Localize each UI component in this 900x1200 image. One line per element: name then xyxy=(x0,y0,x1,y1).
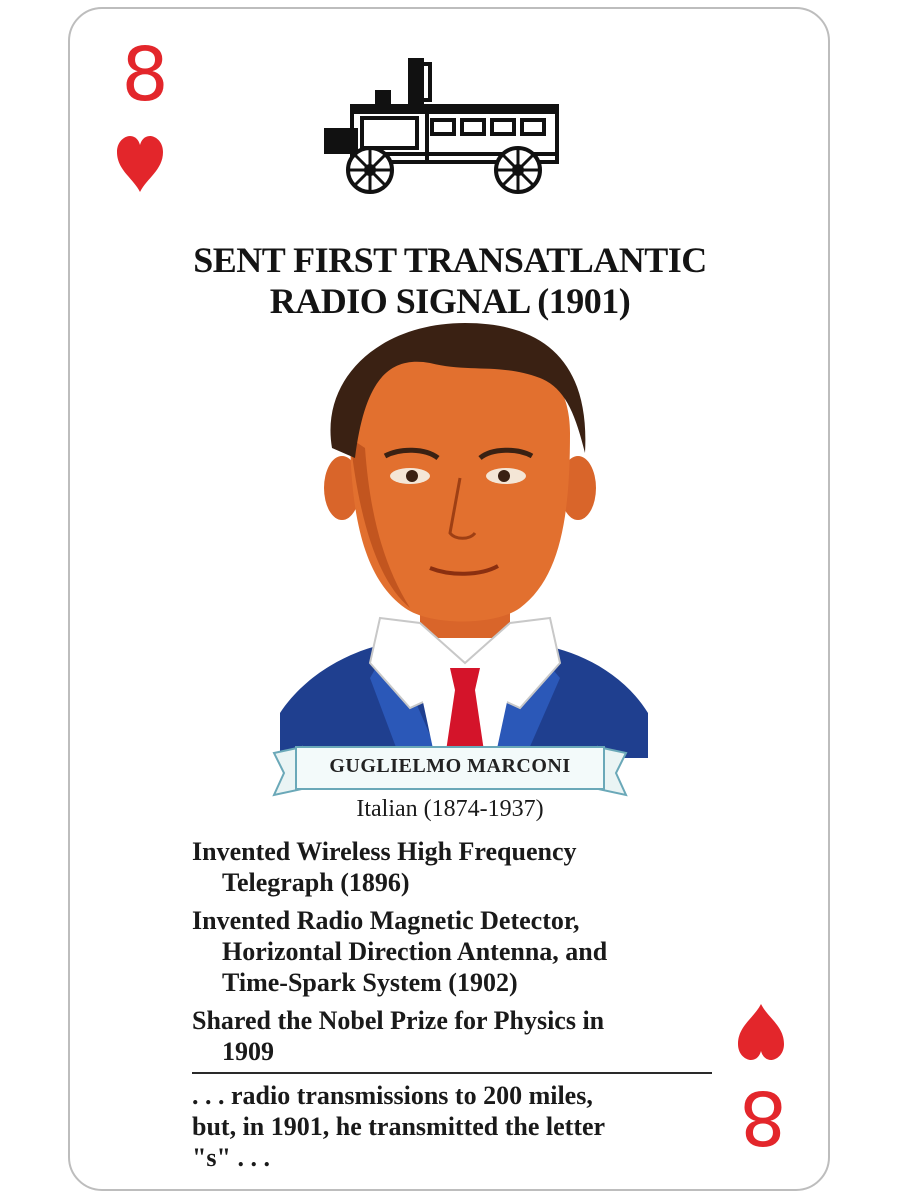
person-name: GUGLIELMO MARCONI xyxy=(329,755,571,777)
heart-icon xyxy=(115,134,165,194)
fact-line: Invented Wireless High Frequency xyxy=(192,837,577,866)
card-title-line-1: SENT FIRST TRANSATLANTIC xyxy=(193,240,707,280)
fact-line: Invented Radio Magnetic Detector, xyxy=(192,906,580,935)
rank-bottom: 8 xyxy=(739,1074,787,1160)
quote-line: "s" . . . xyxy=(192,1143,270,1172)
quote-line: . . . radio transmissions to 200 miles, xyxy=(192,1081,593,1110)
portrait-illustration xyxy=(270,318,650,758)
antique-truck-icon xyxy=(322,58,562,198)
fact-line: Telegraph (1896) xyxy=(222,868,410,897)
heart-icon xyxy=(736,1002,786,1062)
quote-block xyxy=(192,1080,732,1173)
divider xyxy=(192,1072,712,1074)
fact-line: Horizontal Direction Antenna, and xyxy=(222,937,608,966)
facts-list xyxy=(192,836,732,1067)
fact-line: Shared the Nobel Prize for Physics in xyxy=(192,1006,605,1035)
quote-line: but, in 1901, he transmitted the letter xyxy=(192,1112,606,1141)
rank-top: 8 xyxy=(121,32,169,118)
card-title-line-2: RADIO SIGNAL (1901) xyxy=(269,281,631,321)
fact-line: Time-Spark System (1902) xyxy=(222,968,518,997)
fact-line: 1909 xyxy=(222,1037,274,1066)
nationality-years: Italian (1874-1937) xyxy=(356,796,544,822)
